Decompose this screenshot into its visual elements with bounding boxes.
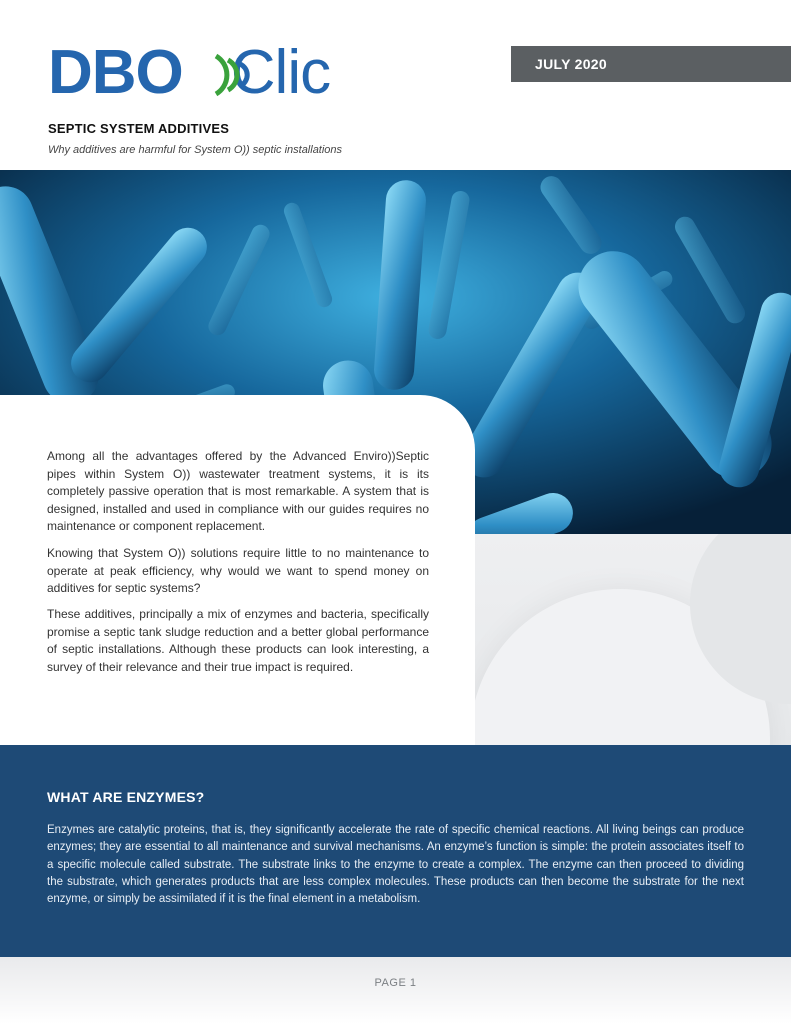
logo-wordmark xyxy=(48,38,331,107)
intro-paragraph: Knowing that System O)) solutions require little to no maintenance to operate at peak efficiency, why would we want to spend money on additives for septic systems? xyxy=(47,546,429,595)
logo-arcs-icon xyxy=(210,50,262,100)
section-body: Enzymes are catalytic proteins, that is, they significantly accelerate the rate of specific chemical reactions. All living beings can produce enzymes; they are essential to all maintenance and survival mechanisms. An enzyme’s function is simple: the protein associates itself to a specific molecule called substrate. The substrate links to the enzyme to create a complex. The enzyme can then proceed to dividing the substrate, which generates products that are less complex molecules. These products can then become the substrate for the next enzyme, or simply be assimilated if it is the final element in a metabolism. xyxy=(47,824,744,906)
enzymes-section xyxy=(0,745,791,957)
document-subtitle: Why additives are harmful for System O)) septic installations xyxy=(48,144,343,156)
logo-text-bold: DBO xyxy=(48,38,183,107)
intro-paragraph: Among all the advantages offered by the Advanced Enviro))Septic pipes within System O)) wastewater treatment systems, it is its completely passive operation that is most remarkable. A system that is designed, installed and used in compliance with our guides requires no maintenance or component replacement. xyxy=(47,449,429,533)
company-logo xyxy=(48,38,338,107)
date-banner xyxy=(511,46,791,82)
logo-text-light: Clic xyxy=(230,38,331,107)
intro-paragraph: These additives, principally a mix of enzymes and bacteria, specifically promise a septic tank sludge reduction and a better global performance of septic installations. Although these products can look interesting, a survey of their relevance and their true impact is required. xyxy=(47,607,429,674)
page-footer xyxy=(0,957,791,1024)
issue-date: JULY 2020 xyxy=(535,56,607,72)
section-heading: WHAT ARE ENZYMES? xyxy=(47,789,205,805)
document-title: SEPTIC SYSTEM ADDITIVES xyxy=(48,121,230,136)
page-number: PAGE 1 xyxy=(374,977,417,989)
